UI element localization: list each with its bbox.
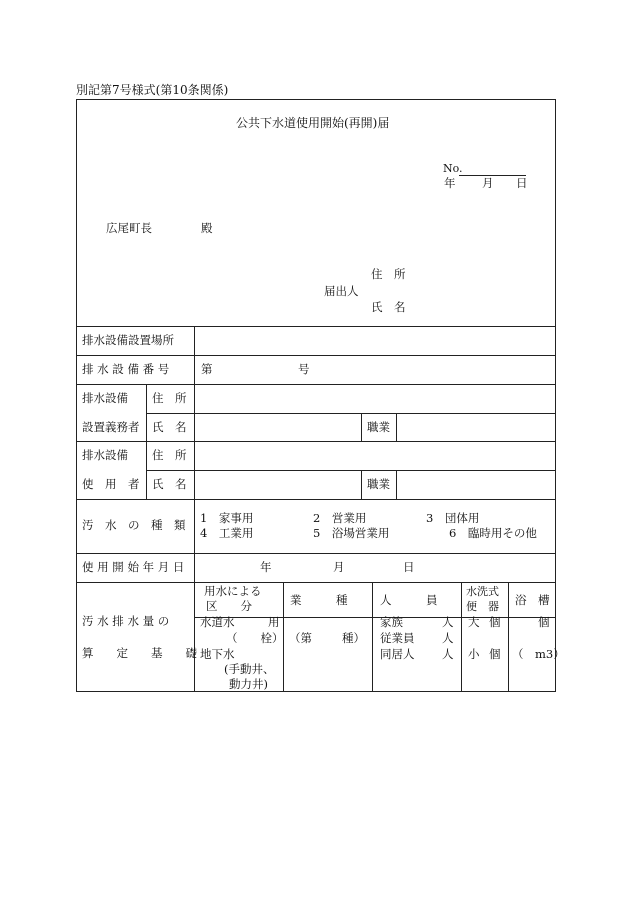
toilet-small-unit: 個 [489,647,501,661]
divider-row-1 [76,355,556,356]
occupation-divider-2b [396,470,397,499]
divider-top-section [76,326,556,327]
user-label-2: 使 用 者 [82,477,140,491]
notifier-name-label: 氏 名 [371,300,406,314]
people-lodgers-unit: 人 [442,647,454,661]
toilet-large: 大 [468,615,480,629]
notifier-address-label: 住 所 [371,267,406,281]
divider-volume-header [194,617,556,618]
industry-suffix: 種） [342,631,365,645]
header-toilet-1: 水洗式 [466,585,499,598]
header-toilet-2: 便 器 [466,600,499,613]
divider-row-7 [76,553,556,554]
date-year: 年 [444,176,456,190]
col-sublabel-divider [146,384,147,499]
volume-col-divider-4 [508,582,509,692]
start-date-label: 使 用 開 始 年 月 日 [82,560,185,574]
equipment-number-label: 排 水 設 備 番 号 [82,362,170,376]
divider-row-3 [146,413,556,414]
divider-row-8 [76,582,556,583]
water-use-well-1: (手動井、 [224,662,275,676]
installer-address-label: 住 所 [152,391,187,405]
col-label-divider [194,326,195,692]
installer-label-1: 排水設備 [82,391,128,405]
divider-row-6 [76,499,556,500]
occupation-divider-2a [361,470,362,499]
header-water-use-2: 区 分 [206,599,252,613]
start-date-day: 日 [403,560,415,574]
sewage-type-1: 1 家事用 [200,511,254,525]
occupation-divider-1a [361,413,362,441]
date-month: 月 [482,176,494,190]
people-family: 家族 [380,615,403,629]
sewage-type-6: 6 臨時用その他 [449,526,537,540]
location-label: 排水設備設置場所 [82,333,174,347]
toilet-large-unit: 個 [489,615,501,629]
volume-col-divider-2 [372,582,373,692]
header-industry: 業 種 [290,593,348,607]
sewage-type-label: 汚 水 の 種 類 [82,518,186,532]
notifier-label: 届出人 [324,284,359,298]
installer-label-2: 設置義務者 [82,420,140,434]
form-title: 公共下水道使用開始(再開)届 [236,116,390,130]
form-label: 別記第7号様式(第10条関係) [76,83,229,97]
installer-name-label: 氏 名 [152,420,187,434]
bath-unit: 個 [538,615,550,629]
divider-row-5 [146,470,556,471]
equipment-number-prefix: 第 [201,362,213,376]
water-use-well-2: 動力井) [229,677,268,691]
people-lodgers: 同居人 [380,647,415,661]
industry-prefix: （第 [289,631,312,645]
occupation-divider-1b [396,413,397,441]
sewage-type-3: 3 団体用 [426,511,480,525]
installer-occupation-label: 職業 [367,420,390,434]
header-bath: 浴 槽 [515,593,550,607]
divider-row-4 [76,441,556,442]
people-family-unit: 人 [442,615,454,629]
toilet-small: 小 [468,647,480,661]
water-use-taps: （ 栓） [226,631,284,645]
sewage-type-2: 2 営業用 [313,511,367,525]
user-name-label: 氏 名 [152,477,187,491]
date-day: 日 [516,176,528,190]
start-date-year: 年 [260,560,272,574]
people-employees-unit: 人 [442,631,454,645]
addressee: 広尾町長 [106,221,152,235]
people-employees: 従業員 [380,631,415,645]
equipment-number-suffix: 号 [298,362,310,376]
volume-label-1: 汚 水 排 水 量 の [82,614,170,628]
sewage-type-5: 5 浴場営業用 [313,526,390,540]
honorific: 殿 [201,221,213,235]
bath-volume: （ m3） [512,647,565,661]
divider-row-2 [76,384,556,385]
user-label-1: 排水設備 [82,448,128,462]
water-use-tap: 水道水 [200,615,235,629]
water-use-ground: 地下水 [200,647,235,661]
sewage-type-4: 4 工業用 [200,526,254,540]
no-label: No. [443,162,463,175]
header-people: 人 員 [380,593,438,607]
user-occupation-label: 職業 [367,477,390,491]
user-address-label: 住 所 [152,448,187,462]
start-date-month: 月 [333,560,345,574]
water-use-unit: 用 [268,615,280,629]
header-water-use-1: 用水による [204,584,262,598]
volume-label-2: 算 定 基 礎 [82,646,197,660]
volume-col-divider-3 [461,582,462,692]
